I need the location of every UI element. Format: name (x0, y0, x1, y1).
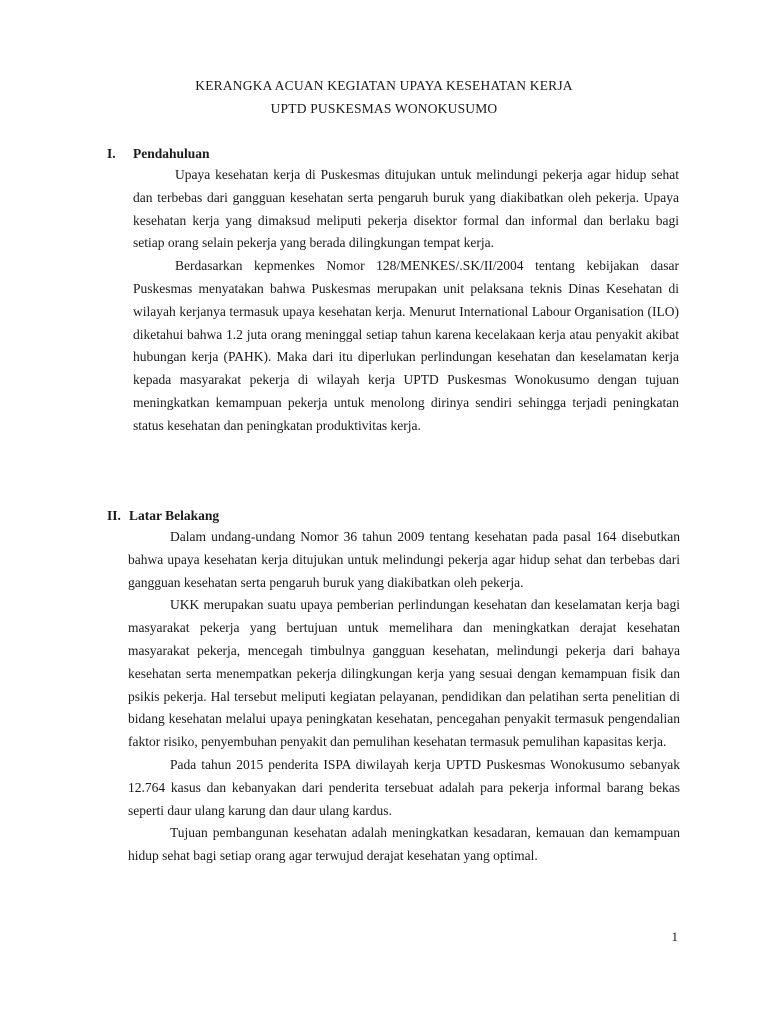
section-body-latar-belakang (128, 526, 680, 868)
section-title: Latar Belakang (129, 508, 220, 523)
paragraph: UKK merupakan suatu upaya pemberian perlindungan kesehatan dan keselamatan kerja bagi masyarakat pekerja yang bertujuan untuk memelihara dan meningkatkan derajat kesehatan masyarakat pekerja, mencegah timbulnya gangguan kesehatan, melindungi pekerja dari bahaya kesehatan serta menempatkan pekerja dilingkungan kerja yang sesuai dengan kemampuan fisik dan psikis pekerja. Hal tersebut meliputi kegiatan pelayanan, pendidikan dan pelatihan serta penelitian di bidang kesehatan melalui upaya peningkatan kesehatan, pencegahan penyakit termasuk pengendalian faktor risiko, penyembuhan penyakit dan pemulihan kesehatan termasuk pemulihan kapasitas kerja. (128, 597, 680, 750)
section-body-pendahuluan (133, 164, 679, 438)
section-number: I. (107, 146, 116, 161)
section-title: Pendahuluan (133, 146, 210, 161)
paragraph: Dalam undang-undang Nomor 36 tahun 2009 tentang kesehatan pada pasal 164 disebutkan bahwa upaya kesehatan kerja ditujukan untuk melindungi pekerja agar hidup sehat dan terbebas dari gangguan kesehatan serta pengaruh buruk yang diakibatkan oleh pekerja. (128, 529, 680, 590)
document-title-line-2: UPTD PUSKESMAS WONOKUSUMO (270, 101, 498, 116)
document-title-line-1: KERANGKA ACUAN KEGIATAN UPAYA KESEHATAN KERJA (195, 78, 573, 93)
paragraph: Pada tahun 2015 penderita ISPA diwilayah kerja UPTD Puskesmas Wonokusumo sebanyak 12.764 kasus dan kebanyakan dari penderita tersebuat adalah para pekerja informal barang bekas seperti daur ulang karung dan daur ulang kardus. (128, 756, 680, 818)
paragraph: Tujuan pembangunan kesehatan adalah meningkatkan kesadaran, kemauan dan kemampuan hidup sehat bagi setiap orang agar terwujud derajat kesehatan yang optimal. (128, 825, 680, 864)
section-number: II. (107, 508, 121, 523)
page-number: 1 (671, 929, 678, 944)
paragraph: Upaya kesehatan kerja di Puskesmas ditujukan untuk melindungi pekerja agar hidup sehat dan terbebas dari gangguan kesehatan serta pengaruh buruk yang diakibatkan oleh pekerja. Upaya kesehatan kerja yang dimaksud meliputi pekerja disektor formal dan informal dan berlaku bagi setiap orang selain pekerja yang berada dilingkungan tempat kerja. (133, 167, 679, 251)
paragraph: Berdasarkan kepmenkes Nomor 128/MENKES/.SK/II/2004 tentang kebijakan dasar Puskesmas menyatakan bahwa Puskesmas merupakan unit pelaksana teknis Dinas Kesehatan di wilayah kerjanya termasuk upaya kesehatan kerja. Menurut International Labour Organisation (ILO) diketahui bahwa 1.2 juta orang meninggal setiap tahun karena kecelakaan kerja atau penyakit akibat hubungan kerja (PAHK). Maka dari itu diperlukan perlindungan kesehatan dan keselamatan kerja kepada masyarakat pekerja di wilayah kerja UPTD Puskesmas Wonokusumo dengan tujuan meningkatkan kemampuan pekerja untuk menolong dirinya sendiri sehingga terjadi peningkatan status kesehatan dan peningkatan produktivitas kerja. (133, 258, 679, 433)
